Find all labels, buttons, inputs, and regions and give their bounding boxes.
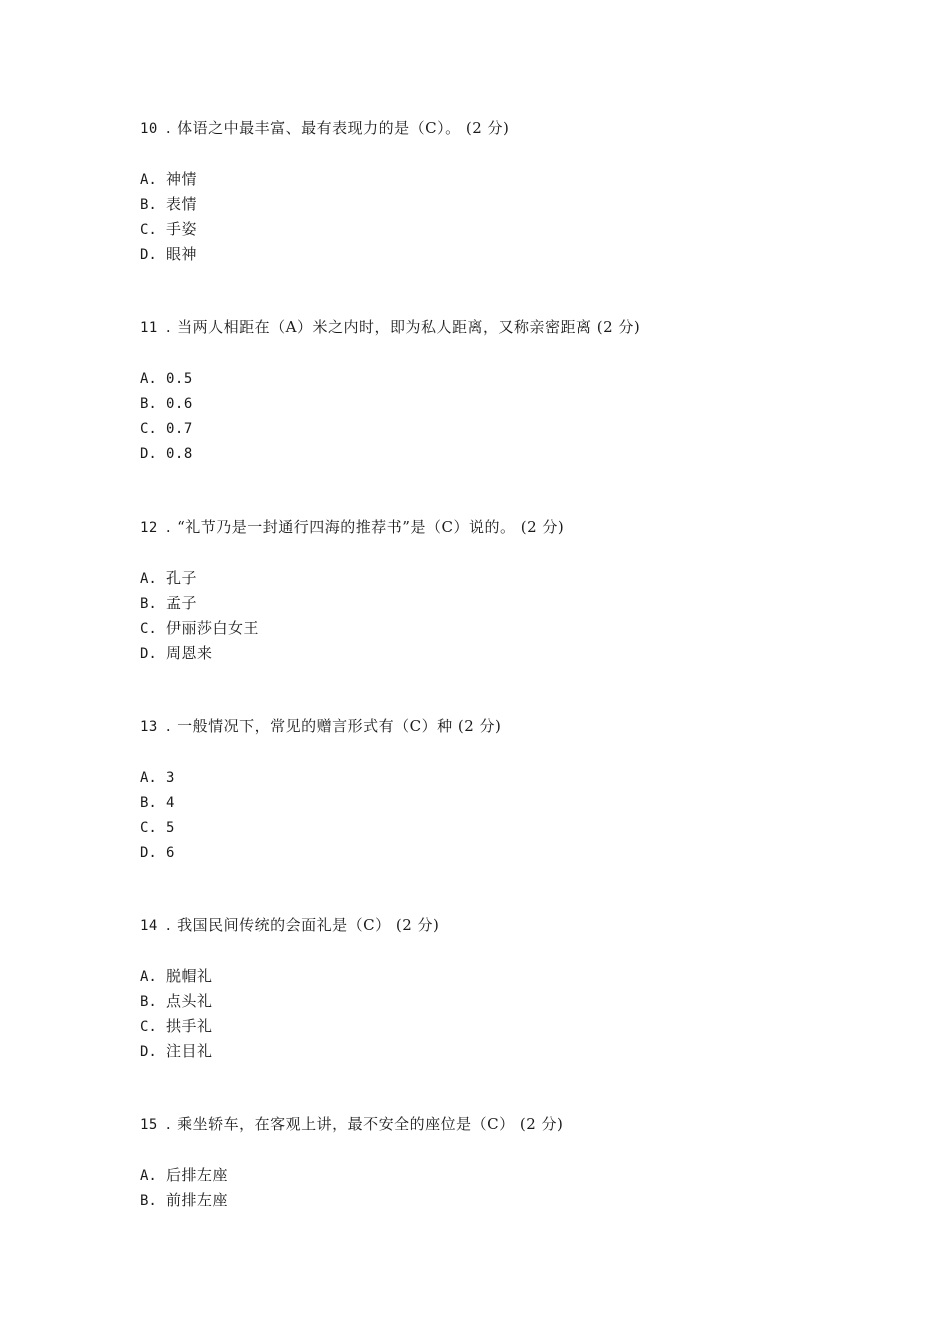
option-list bbox=[140, 765, 880, 865]
question-13 bbox=[140, 716, 880, 865]
option-text: 脱帽礼 bbox=[166, 967, 213, 985]
question-number: 11 bbox=[140, 320, 158, 336]
option-letter: A. bbox=[140, 571, 157, 587]
option-letter: C. bbox=[140, 621, 157, 637]
option-letter: B. bbox=[140, 596, 157, 612]
option-letter: A. bbox=[140, 1168, 157, 1184]
option-text: 伊丽莎白女王 bbox=[166, 619, 260, 637]
option-b bbox=[140, 1188, 880, 1213]
option-a bbox=[140, 964, 880, 989]
option-letter: C. bbox=[140, 1019, 157, 1035]
option-text: 3 bbox=[166, 770, 175, 786]
question-dot: . bbox=[165, 518, 172, 536]
question-text: 当两人相距在（A）米之内时，即为私人距离，又称亲密距离 (2 分) bbox=[177, 318, 641, 336]
option-list bbox=[140, 1163, 880, 1213]
question-stem bbox=[140, 915, 880, 935]
question-12 bbox=[140, 517, 880, 666]
question-stem bbox=[140, 118, 880, 138]
option-d bbox=[140, 641, 880, 666]
question-number: 12 bbox=[140, 520, 158, 536]
question-stem bbox=[140, 317, 880, 337]
option-a bbox=[140, 366, 880, 391]
option-letter: C. bbox=[140, 222, 157, 238]
option-c bbox=[140, 815, 880, 840]
option-letter: D. bbox=[140, 1044, 157, 1060]
option-text: 点头礼 bbox=[166, 992, 213, 1010]
option-text: 注目礼 bbox=[166, 1042, 213, 1060]
option-letter: A. bbox=[140, 969, 157, 985]
option-text: 0.7 bbox=[166, 421, 193, 437]
option-list bbox=[140, 964, 880, 1064]
option-c bbox=[140, 616, 880, 641]
question-text: 我国民间传统的会面礼是（C） (2 分) bbox=[177, 916, 440, 934]
option-text: 前排左座 bbox=[166, 1191, 229, 1209]
option-d bbox=[140, 441, 880, 466]
option-list bbox=[140, 566, 880, 666]
option-b bbox=[140, 391, 880, 416]
option-text: 0.5 bbox=[166, 371, 193, 387]
option-list bbox=[140, 366, 880, 466]
option-a bbox=[140, 167, 880, 192]
option-a bbox=[140, 765, 880, 790]
option-text: 拱手礼 bbox=[166, 1017, 213, 1035]
option-b bbox=[140, 989, 880, 1014]
option-c bbox=[140, 416, 880, 441]
option-text: 手姿 bbox=[166, 220, 198, 238]
question-text: 体语之中最丰富、最有表现力的是（C）。 (2 分) bbox=[177, 119, 510, 137]
option-letter: D. bbox=[140, 446, 157, 462]
option-text: 神情 bbox=[166, 170, 198, 188]
option-text: 周恩来 bbox=[166, 644, 213, 662]
question-14 bbox=[140, 915, 880, 1064]
question-text: “礼节乃是一封通行四海的推荐书”是（C）说的。 (2 分) bbox=[177, 518, 565, 536]
option-letter: B. bbox=[140, 1193, 157, 1209]
question-text: 一般情况下，常见的赠言形式有（C）种 (2 分) bbox=[177, 717, 502, 735]
option-letter: D. bbox=[140, 247, 157, 263]
question-number: 14 bbox=[140, 918, 158, 934]
question-text: 乘坐轿车，在客观上讲，最不安全的座位是（C） (2 分) bbox=[177, 1115, 564, 1133]
option-letter: A. bbox=[140, 371, 157, 387]
question-dot: . bbox=[165, 916, 172, 934]
option-letter: A. bbox=[140, 770, 157, 786]
option-letter: B. bbox=[140, 396, 157, 412]
question-dot: . bbox=[165, 119, 172, 137]
question-15 bbox=[140, 1114, 880, 1213]
option-text: 0.8 bbox=[166, 446, 193, 462]
option-b bbox=[140, 790, 880, 815]
option-text: 6 bbox=[166, 845, 175, 861]
question-number: 15 bbox=[140, 1117, 158, 1133]
option-a bbox=[140, 566, 880, 591]
option-d bbox=[140, 840, 880, 865]
option-text: 4 bbox=[166, 795, 175, 811]
option-c bbox=[140, 1014, 880, 1039]
option-letter: D. bbox=[140, 646, 157, 662]
question-11 bbox=[140, 317, 880, 466]
option-text: 眼神 bbox=[166, 245, 198, 263]
option-text: 5 bbox=[166, 820, 175, 836]
question-stem bbox=[140, 517, 880, 537]
option-b bbox=[140, 591, 880, 616]
question-number: 10 bbox=[140, 121, 158, 137]
option-letter: D. bbox=[140, 845, 157, 861]
question-stem bbox=[140, 716, 880, 736]
option-list bbox=[140, 167, 880, 267]
option-letter: C. bbox=[140, 820, 157, 836]
option-text: 孔子 bbox=[166, 569, 198, 587]
option-d bbox=[140, 1039, 880, 1064]
question-10 bbox=[140, 118, 880, 267]
option-d bbox=[140, 242, 880, 267]
question-dot: . bbox=[165, 717, 172, 735]
option-text: 后排左座 bbox=[166, 1166, 229, 1184]
question-stem bbox=[140, 1114, 880, 1134]
option-c bbox=[140, 217, 880, 242]
option-letter: C. bbox=[140, 421, 157, 437]
question-number: 13 bbox=[140, 719, 158, 735]
option-text: 表情 bbox=[166, 195, 198, 213]
option-letter: B. bbox=[140, 197, 157, 213]
option-text: 0.6 bbox=[166, 396, 193, 412]
option-text: 孟子 bbox=[166, 594, 198, 612]
option-letter: B. bbox=[140, 994, 157, 1010]
question-dot: . bbox=[165, 318, 172, 336]
option-letter: B. bbox=[140, 795, 157, 811]
option-a bbox=[140, 1163, 880, 1188]
option-letter: A. bbox=[140, 172, 157, 188]
question-dot: . bbox=[165, 1115, 172, 1133]
option-b bbox=[140, 192, 880, 217]
